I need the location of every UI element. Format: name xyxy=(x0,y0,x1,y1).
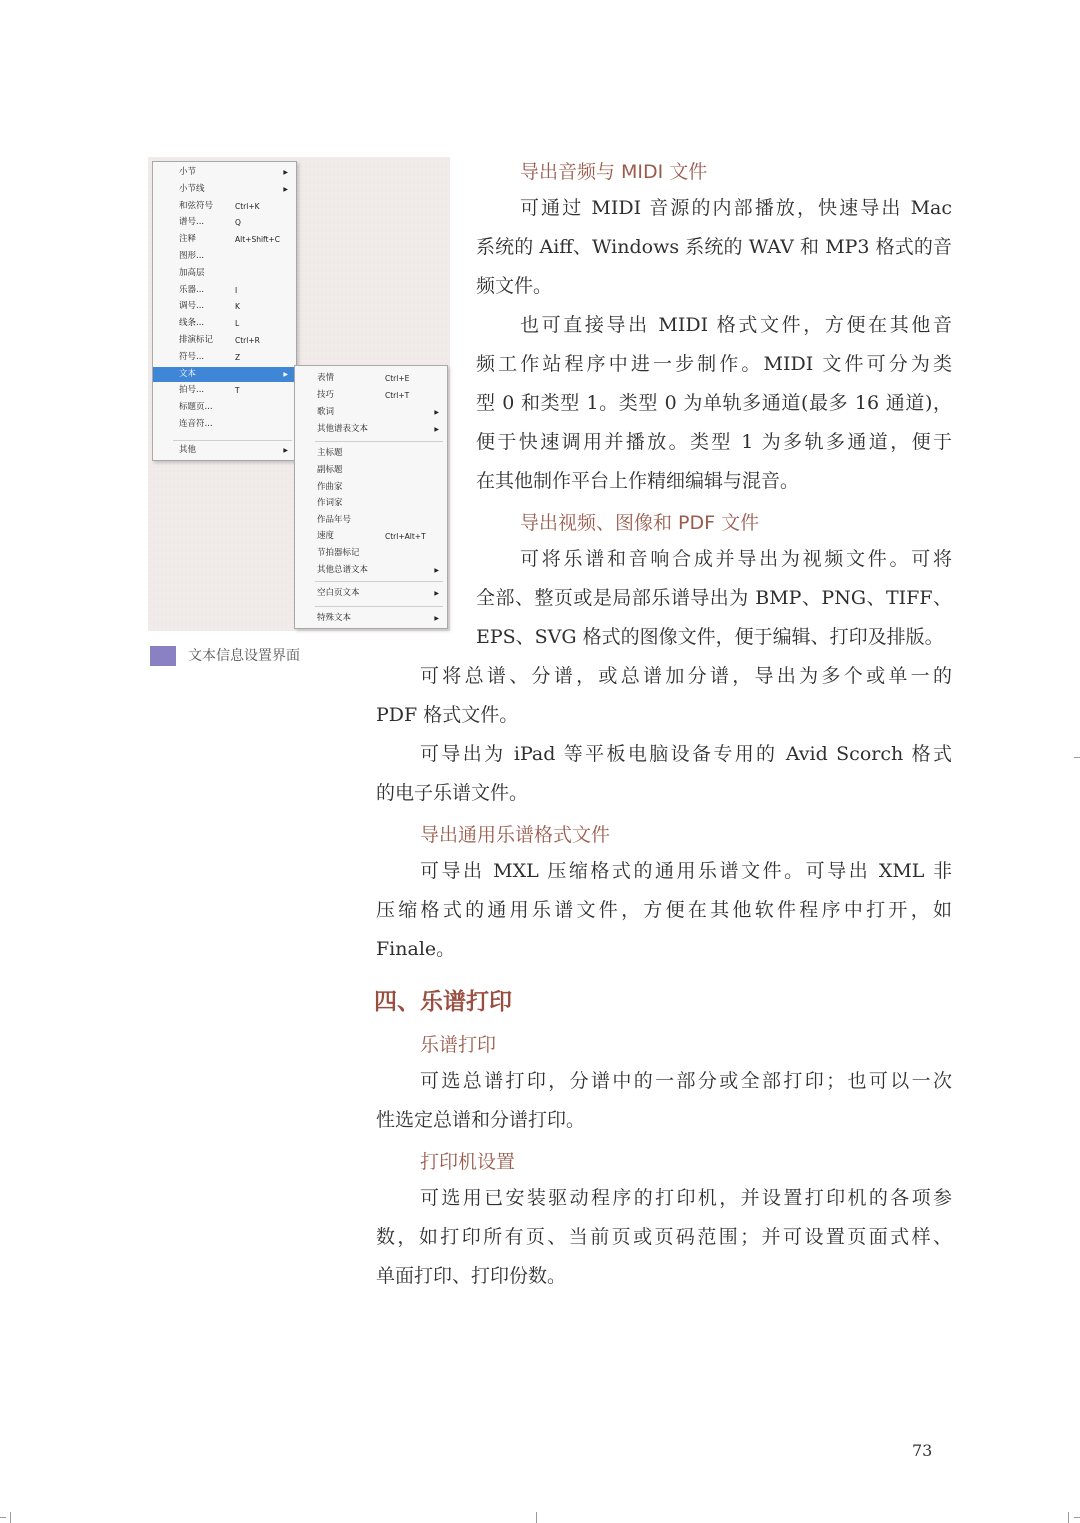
context-menu-main xyxy=(152,161,297,461)
paragraph-line: 可选总谱打印，分谱中的一部分或全部打印；也可以一次 xyxy=(420,1070,952,1092)
paragraph-line: 可导出 MXL 压缩格式的通用乐谱文件。可导出 XML 非 xyxy=(420,860,952,882)
menu-item-label: 作曲家 xyxy=(317,482,343,492)
heading-export-audio-midi: 导出音频与 MIDI 文件 xyxy=(520,161,708,183)
paragraph-line: 数，如打印所有页、当前页或页码范围；并可设置页面式样、 xyxy=(376,1226,952,1248)
page-number: 73 xyxy=(912,1441,933,1460)
paragraph-audio-export xyxy=(476,189,952,306)
menu-item-label: 节拍器标记 xyxy=(317,548,360,558)
paragraph-line: 全部、整页或是局部乐谱导出为 BMP、PNG、TIFF、 xyxy=(476,587,952,609)
menu-item-shortcut: Z xyxy=(235,352,241,362)
menu-item[interactable] xyxy=(153,165,296,180)
menu-item-label: 和弦符号 xyxy=(179,200,214,211)
menu-item[interactable] xyxy=(153,199,296,214)
paragraph-printer-settings xyxy=(376,1179,952,1296)
crop-mark xyxy=(0,1517,6,1518)
menu-item-label: 其他总谱文本 xyxy=(317,565,369,575)
menu-item-label: 拍号... xyxy=(179,385,205,396)
paragraph-line: 可导出为 iPad 等平板电脑设备专用的 Avid Scorch 格式 xyxy=(420,743,952,765)
submenu-arrow-icon: ▶ xyxy=(434,426,439,433)
paragraph-line: 可将总谱、分谱，或总谱加分谱，导出为多个或单一的 xyxy=(420,665,952,687)
menu-item[interactable] xyxy=(295,446,447,461)
paragraph-line: 可选用已安装驱动程序的打印机，并设置打印机的各项参 xyxy=(420,1187,952,1209)
paragraph-midi-export xyxy=(476,306,952,501)
menu-item[interactable] xyxy=(295,388,447,403)
menu-separator xyxy=(173,440,292,441)
menu-item-label: 特殊文本 xyxy=(317,613,352,623)
paragraph-video-image-export xyxy=(476,540,952,657)
menu-item-label: 标题页... xyxy=(179,402,213,413)
paragraph-line: 单面打印、打印份数。 xyxy=(376,1265,567,1287)
menu-item-label: 其他谱表文本 xyxy=(317,424,369,434)
paragraph-line: 系统的 Aiff、Windows 系统的 WAV 和 MP3 格式的音 xyxy=(476,236,952,258)
menu-item-shortcut: I xyxy=(235,285,238,295)
menu-item-shortcut: Alt+Shift+C xyxy=(235,235,281,245)
figure-caption: 文本信息设置界面 xyxy=(188,648,300,664)
paragraph-line: 可将乐谱和音响合成并导出为视频文件。可将 xyxy=(520,548,952,570)
paragraph-line: 性选定总谱和分谱打印。 xyxy=(376,1109,586,1131)
menu-item[interactable] xyxy=(153,367,296,382)
submenu-arrow-icon: ▶ xyxy=(434,567,439,574)
menu-item[interactable] xyxy=(295,480,447,495)
menu-item[interactable] xyxy=(153,232,296,247)
menu-item[interactable] xyxy=(153,249,296,264)
menu-item[interactable] xyxy=(295,529,447,544)
submenu-arrow-icon: ▶ xyxy=(434,590,439,597)
submenu-arrow-icon: ▶ xyxy=(283,185,288,193)
crop-mark xyxy=(1074,1517,1080,1518)
menu-item[interactable] xyxy=(153,299,296,314)
menu-item[interactable] xyxy=(295,463,447,478)
figure-screenshot xyxy=(148,157,450,631)
submenu-arrow-icon: ▶ xyxy=(283,447,288,454)
paragraph-score-printing xyxy=(376,1062,952,1140)
menu-item[interactable] xyxy=(153,443,296,458)
paragraph-line: 也可直接导出 MIDI 格式文件，方便在其他音 xyxy=(520,314,952,336)
menu-item-label: 主标题 xyxy=(317,448,343,458)
menu-separator xyxy=(315,581,443,582)
menu-item[interactable] xyxy=(295,496,447,511)
submenu-arrow-icon: ▶ xyxy=(283,169,288,176)
menu-item-label: 小节线 xyxy=(179,183,205,194)
paragraph-line: 可通过 MIDI 音源的内部播放，快速导出 Mac xyxy=(520,197,952,219)
menu-item-label: 注释 xyxy=(179,234,197,245)
heading-export-music-xml: 导出通用乐谱格式文件 xyxy=(420,824,611,846)
heading-printer-settings: 打印机设置 xyxy=(420,1151,516,1173)
submenu-arrow-icon: ▶ xyxy=(283,370,288,378)
menu-item-shortcut: Q xyxy=(235,218,241,228)
menu-item-shortcut: Ctrl+Alt+T xyxy=(385,532,426,541)
paragraph-line: EPS、SVG 格式的图像文件，便于编辑、打印及排版。 xyxy=(476,626,944,648)
menu-item-label: 速度 xyxy=(317,531,335,541)
menu-item[interactable] xyxy=(295,546,447,561)
menu-item[interactable] xyxy=(295,405,447,420)
menu-item-label: 空白页文本 xyxy=(317,588,360,598)
menu-item-label: 技巧 xyxy=(317,390,335,400)
menu-separator xyxy=(315,441,443,442)
menu-item[interactable] xyxy=(153,182,296,197)
menu-item-label: 图形... xyxy=(179,251,205,261)
crop-mark xyxy=(1074,757,1080,758)
heading-export-video-image-pdf: 导出视频、图像和 PDF 文件 xyxy=(520,512,760,534)
menu-item-shortcut: K xyxy=(235,302,240,312)
menu-item[interactable] xyxy=(153,350,296,365)
menu-item-label: 调号... xyxy=(179,301,205,312)
menu-item-label: 其他 xyxy=(179,445,197,455)
paragraph-line: 的电子乐谱文件。 xyxy=(376,782,529,804)
paragraph-scorch-export xyxy=(376,735,952,813)
paragraph-line: 频文件。 xyxy=(476,275,553,297)
menu-item[interactable] xyxy=(153,283,296,298)
paragraph-pdf-export xyxy=(376,657,952,735)
paragraph-line: 频工作站程序中进一步制作。MIDI 文件可分为类 xyxy=(476,353,952,375)
menu-item-label: 加高层 xyxy=(179,267,205,278)
menu-item[interactable] xyxy=(153,333,296,348)
menu-item-shortcut: L xyxy=(235,319,240,329)
menu-item-label: 谱号... xyxy=(179,217,205,228)
menu-item[interactable] xyxy=(295,422,447,437)
menu-item[interactable] xyxy=(153,316,296,331)
menu-item-label: 作词家 xyxy=(317,498,343,508)
menu-item[interactable] xyxy=(153,266,296,281)
menu-item[interactable] xyxy=(295,611,447,626)
paragraph-line: 在其他制作平台上作精细编辑与混音。 xyxy=(476,470,800,492)
menu-item-label: 副标题 xyxy=(317,465,343,475)
crop-mark xyxy=(536,1512,537,1523)
menu-item-shortcut: Ctrl+E xyxy=(385,374,410,383)
paragraph-line: 便于快速调用并播放。类型 1 为多轨多通道，便于 xyxy=(476,431,952,453)
menu-item-shortcut: Ctrl+K xyxy=(235,201,260,211)
menu-item[interactable] xyxy=(295,513,447,528)
menu-item-label: 歌词 xyxy=(317,407,335,417)
crop-mark xyxy=(1068,1512,1069,1523)
menu-item[interactable] xyxy=(295,371,447,386)
caption-marker xyxy=(150,646,176,666)
menu-item[interactable] xyxy=(153,215,296,230)
menu-item-label: 作品年号 xyxy=(317,515,352,525)
crop-mark xyxy=(10,1512,11,1523)
paragraph-line: Finale。 xyxy=(376,938,456,960)
context-menu-text-submenu xyxy=(294,365,448,629)
menu-item[interactable] xyxy=(295,563,447,578)
menu-item-label: 线条... xyxy=(179,318,205,329)
menu-separator xyxy=(315,606,443,607)
menu-item-label: 符号... xyxy=(179,351,205,362)
heading-score-printing: 乐谱打印 xyxy=(420,1034,497,1056)
submenu-arrow-icon: ▶ xyxy=(434,409,439,416)
menu-item-label: 排演标记 xyxy=(179,335,214,345)
menu-item-label: 文本 xyxy=(179,368,197,379)
menu-item[interactable] xyxy=(153,417,296,432)
menu-item-shortcut: Ctrl+T xyxy=(385,391,410,400)
menu-item-label: 表情 xyxy=(317,373,335,383)
paragraph-mxl-export xyxy=(376,852,952,969)
paragraph-line: 型 0 和类型 1。类型 0 为单轨多通道(最多 16 通道)， xyxy=(476,392,952,414)
menu-item-shortcut: T xyxy=(235,386,240,396)
menu-item-shortcut: Ctrl+R xyxy=(235,336,260,345)
menu-item[interactable] xyxy=(295,586,447,601)
menu-item-label: 小节 xyxy=(179,167,197,177)
menu-item-label: 连音符... xyxy=(179,419,213,429)
submenu-arrow-icon: ▶ xyxy=(434,615,439,622)
paragraph-line: 压缩格式的通用乐谱文件，方便在其他软件程序中打开，如 xyxy=(376,899,952,921)
menu-item[interactable] xyxy=(153,383,296,398)
menu-item[interactable] xyxy=(153,400,296,415)
paragraph-line: PDF 格式文件。 xyxy=(376,704,519,726)
section-title-score-printing: 四、乐谱打印 xyxy=(374,988,512,1015)
menu-item-label: 乐器... xyxy=(179,284,205,295)
